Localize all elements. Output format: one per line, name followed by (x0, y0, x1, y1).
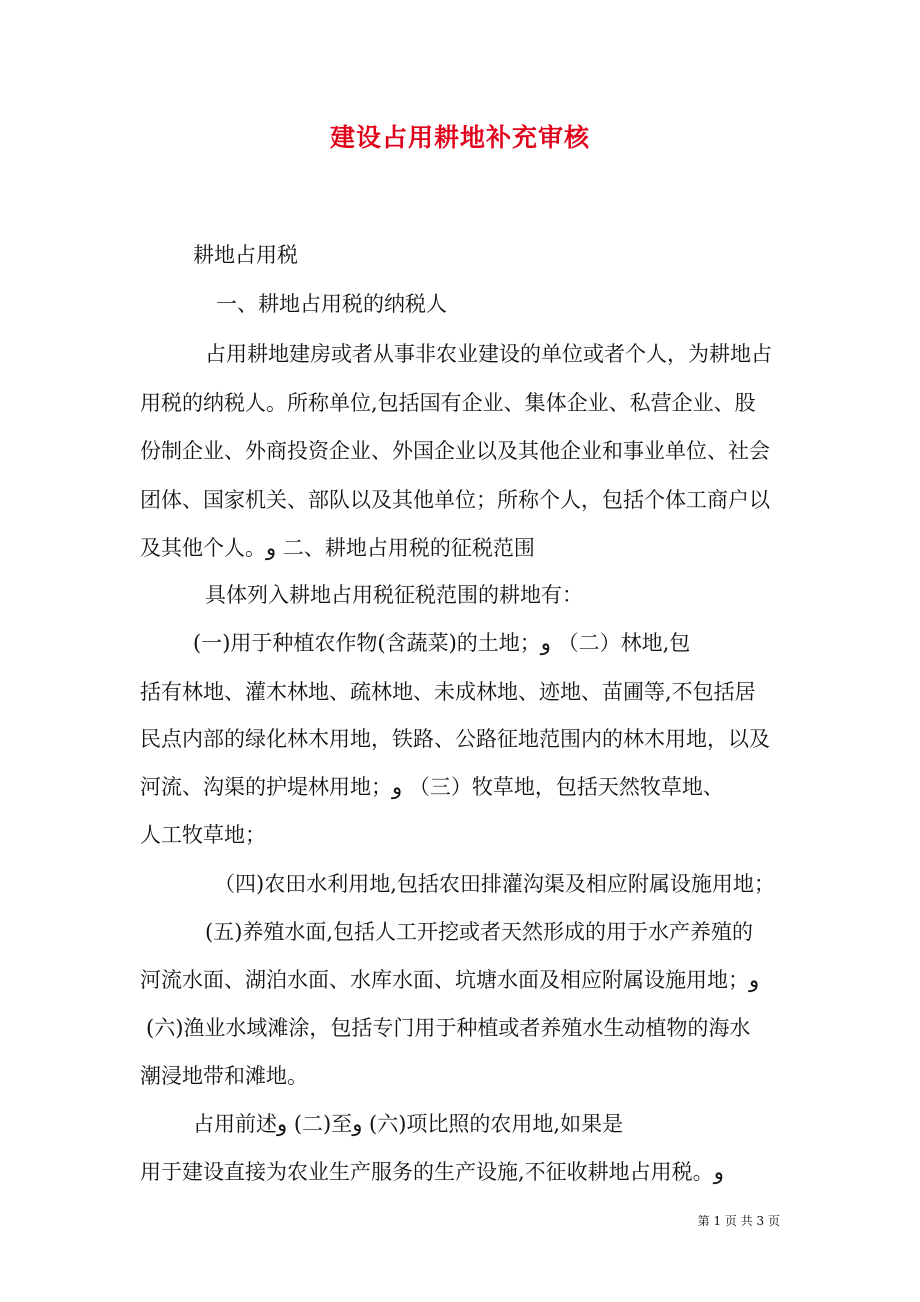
paragraph-line: 括有林地、灌木林地、疏林地、未成林地、迹地、苗圃等,不包括居 (140, 680, 756, 704)
section-heading: 耕地占用税 (193, 243, 298, 267)
paragraph-line: 具体列入耕地占用税征税范围的耕地有： (205, 583, 583, 607)
paragraph-line: 河流水面、湖泊水面、水库水面、坑塘水面及相应附属设施用地；و (140, 968, 760, 992)
paragraph-line: 人工牧草地； (140, 823, 266, 847)
paragraph-line: 用税的纳税人。所称单位,包括国有企业、集体企业、私营企业、股 (140, 391, 756, 415)
paragraph-line: (六)渔业水域滩涂，包括专门用于种植或者养殖水生动植物的海水 (146, 1016, 751, 1040)
paragraph-line: (五)养殖水面,包括人工开挖或者天然形成的用于水产养殖的 (205, 920, 754, 944)
paragraph-line: （四)农田水利用地,包括农田排灌沟渠及相应附属设施用地； (214, 872, 775, 896)
paragraph-line: 份制企业、外商投资企业、外国企业以及其他企业和事业单位、社会 (140, 439, 770, 463)
page-number: 第 1 页 共 3 页 (697, 1214, 780, 1228)
paragraph-line: 占用耕地建房或者从事非农业建设的单位或者个人，为耕地占 (205, 342, 772, 366)
paragraph-line: 民点内部的绿化林木用地，铁路、公路征地范围内的林木用地，以及 (140, 727, 770, 751)
subsection-heading: 一、耕地占用税的纳税人 (216, 292, 447, 316)
paragraph-line: 团体、国家机关、部队以及其他单位；所称个人，包括个体工商户以 (140, 488, 770, 512)
paragraph-line: 潮浸地带和滩地。 (140, 1064, 308, 1088)
paragraph-line: 用于建设直接为农业生产服务的生产设施,不征收耕地占用税。و (140, 1160, 724, 1184)
document-title: 建设占用耕地补充审核 (329, 123, 590, 152)
paragraph-line: 及其他个人。و 二、耕地占用税的征税范围 (140, 536, 535, 560)
paragraph-line: (一)用于种植农作物(含蔬菜)的土地；و （二）林地,包 (193, 631, 691, 655)
paragraph-line: 占用前述و (二)至و (六)项比照的农用地,如果是 (193, 1112, 624, 1136)
paragraph-line: 河流、沟渠的护堤林用地；و （三）牧草地，包括天然牧草地、 (140, 775, 724, 799)
